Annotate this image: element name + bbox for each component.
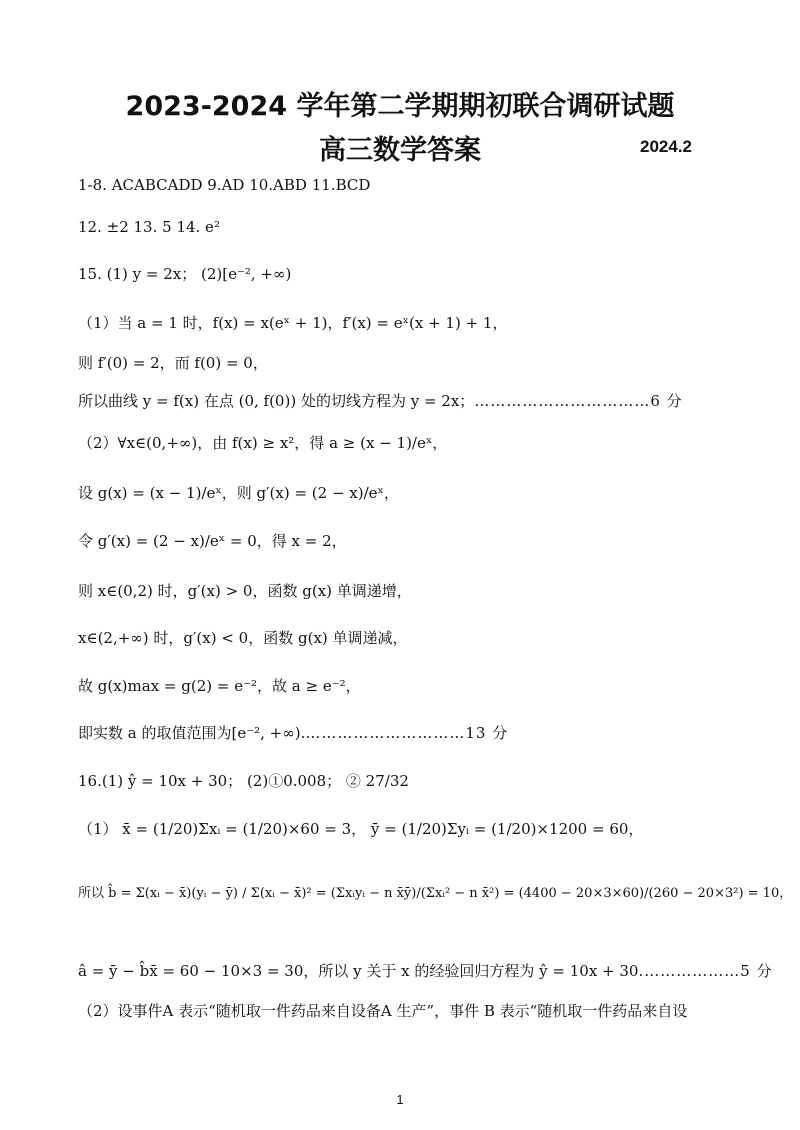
q16-line-3 <box>78 960 773 981</box>
q15-line-10 <box>78 722 508 743</box>
q15-line-4: （2）∀x∈(0,+∞)，由 f(x) ≥ x²，得 a ≥ (x − 1)/eˣ， <box>78 434 448 452</box>
q15-line-7: 则 x∈(0,2) 时，g′(x) > 0，函数 g(x) 单调递增， <box>78 582 412 600</box>
score-mark: ……………………………6 分 <box>474 392 683 410</box>
q15-line-10-text: 即实数 a 的取值范围为[e⁻², +∞). <box>78 724 306 742</box>
answers-fill: 12. ±2 13. 5 14. e² <box>78 218 220 236</box>
q15-head: 15. (1) y = 2x； (2)[e⁻², +∞) <box>78 265 292 283</box>
q15-line-6: 令 g′(x) = (2 − x)/eˣ = 0，得 x = 2， <box>78 532 347 550</box>
q16-line-1: （1） x̄ = (1/20)Σxᵢ = (1/20)×60 = 3， ȳ = (1/20)Σyᵢ = (1/20)×1200 = 60， <box>78 820 644 838</box>
q15-line-3-text: 所以曲线 y = f(x) 在点 (0, f(0)) 处的切线方程为 y = 2x； <box>78 392 475 410</box>
answers-choice: 1-8. ACABCADD 9.AD 10.ABD 11.BCD <box>78 176 371 194</box>
q16-line-3-text: â = ȳ − b̂x̄ = 60 − 10×3 = 30，所以 y 关于 x 的经验回归方程为 ŷ = 10x + 30 <box>78 962 639 980</box>
page-number: 1 <box>396 1092 404 1107</box>
q15-line-2: 则 f′(0) = 2，而 f(0) = 0， <box>78 354 268 372</box>
page-subtitle: 高三数学答案 <box>319 135 481 166</box>
q15-line-9: 故 g(x)max = g(2) = e⁻²，故 a ≥ e⁻²， <box>78 677 361 695</box>
page-title: 2023-2024 学年第二学期期初联合调研试题 <box>125 91 675 122</box>
score-mark: .………………5 分 <box>638 962 773 980</box>
q16-head: 16.(1) ŷ = 10x + 30； (2)①0.008； ② 27/32 <box>78 772 409 790</box>
q16-line-2: 所以 b̂ = Σ(xᵢ − x̄)(yᵢ − ȳ) / Σ(xᵢ − x̄)² = (Σxᵢyᵢ − n x̄ȳ)/(Σxᵢ² − n x̄²) = (4400 − 20×3×60)/(260 − 20×3²) = 10， <box>78 886 793 901</box>
q15-line-8: x∈(2,+∞) 时，g′(x) < 0，函数 g(x) 单调递减， <box>78 629 408 647</box>
score-mark: …………………………13 分 <box>305 724 509 742</box>
exam-date: 2024.2 <box>640 137 692 156</box>
q15-line-1: （1）当 a = 1 时，f(x) = x(eˣ + 1)，f′(x) = eˣ(x + 1) + 1， <box>78 314 508 332</box>
q15-line-3 <box>78 390 683 411</box>
q15-line-5: 设 g(x) = (x − 1)/eˣ，则 g′(x) = (2 − x)/eˣ， <box>78 484 399 502</box>
q16-line-4: （2）设事件A 表示“随机取一件药品来自设备A 生产”，事件 B 表示“随机取一件药品来自设 <box>78 1002 688 1020</box>
